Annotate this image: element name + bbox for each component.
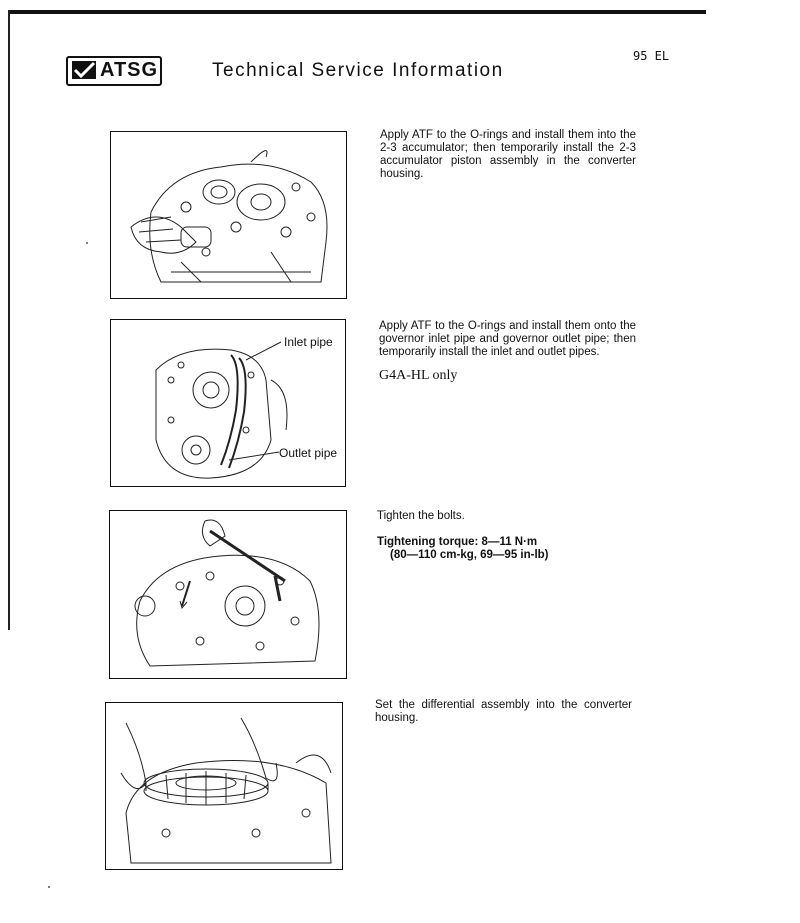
torque-wrench-bolts-illustration-icon: [110, 511, 346, 678]
checkmark-icon: [72, 61, 96, 79]
differential-assembly-illustration-icon: [106, 703, 342, 869]
step-3-text: Tighten the bolts.: [377, 510, 465, 522]
page-title: Technical Service Information: [212, 60, 504, 81]
step-1-text: Apply ATF to the O-rings and install them into the 2-3 accumulator; then temporarily install the 2-3 accumulator piston assembly in the converter housing.: [380, 129, 636, 180]
model-note: G4A-HL only: [379, 368, 458, 383]
step-4-text: Set the differential assembly into the converter housing.: [375, 699, 632, 724]
logo-text: ATSG: [100, 59, 159, 81]
torque-spec-alt: (80—110 cm-kg, 69—95 in-lb): [390, 549, 549, 561]
torque-spec: Tightening torque: 8—11 N·m: [377, 536, 538, 548]
figure-governor-pipes: [110, 319, 346, 487]
figure-torque-bolts: [109, 510, 347, 679]
step-2-text: Apply ATF to the O-rings and install them onto the governor inlet pipe and governor outlet pipe; then temporarily install the inlet and outlet pipes.: [379, 320, 636, 358]
left-rule: [8, 10, 10, 630]
page-reference: 95 EL: [633, 49, 670, 63]
figure-accumulator: [110, 131, 347, 299]
accumulator-install-illustration-icon: [111, 132, 346, 298]
scan-speck: [48, 886, 50, 888]
figure-differential: [105, 702, 343, 870]
scan-speck: [86, 242, 88, 244]
outlet-pipe-callout: Outlet pipe: [279, 446, 338, 460]
inlet-pipe-callout: Inlet pipe: [284, 335, 333, 349]
top-rule: [8, 10, 706, 14]
atsg-logo: [66, 56, 162, 86]
